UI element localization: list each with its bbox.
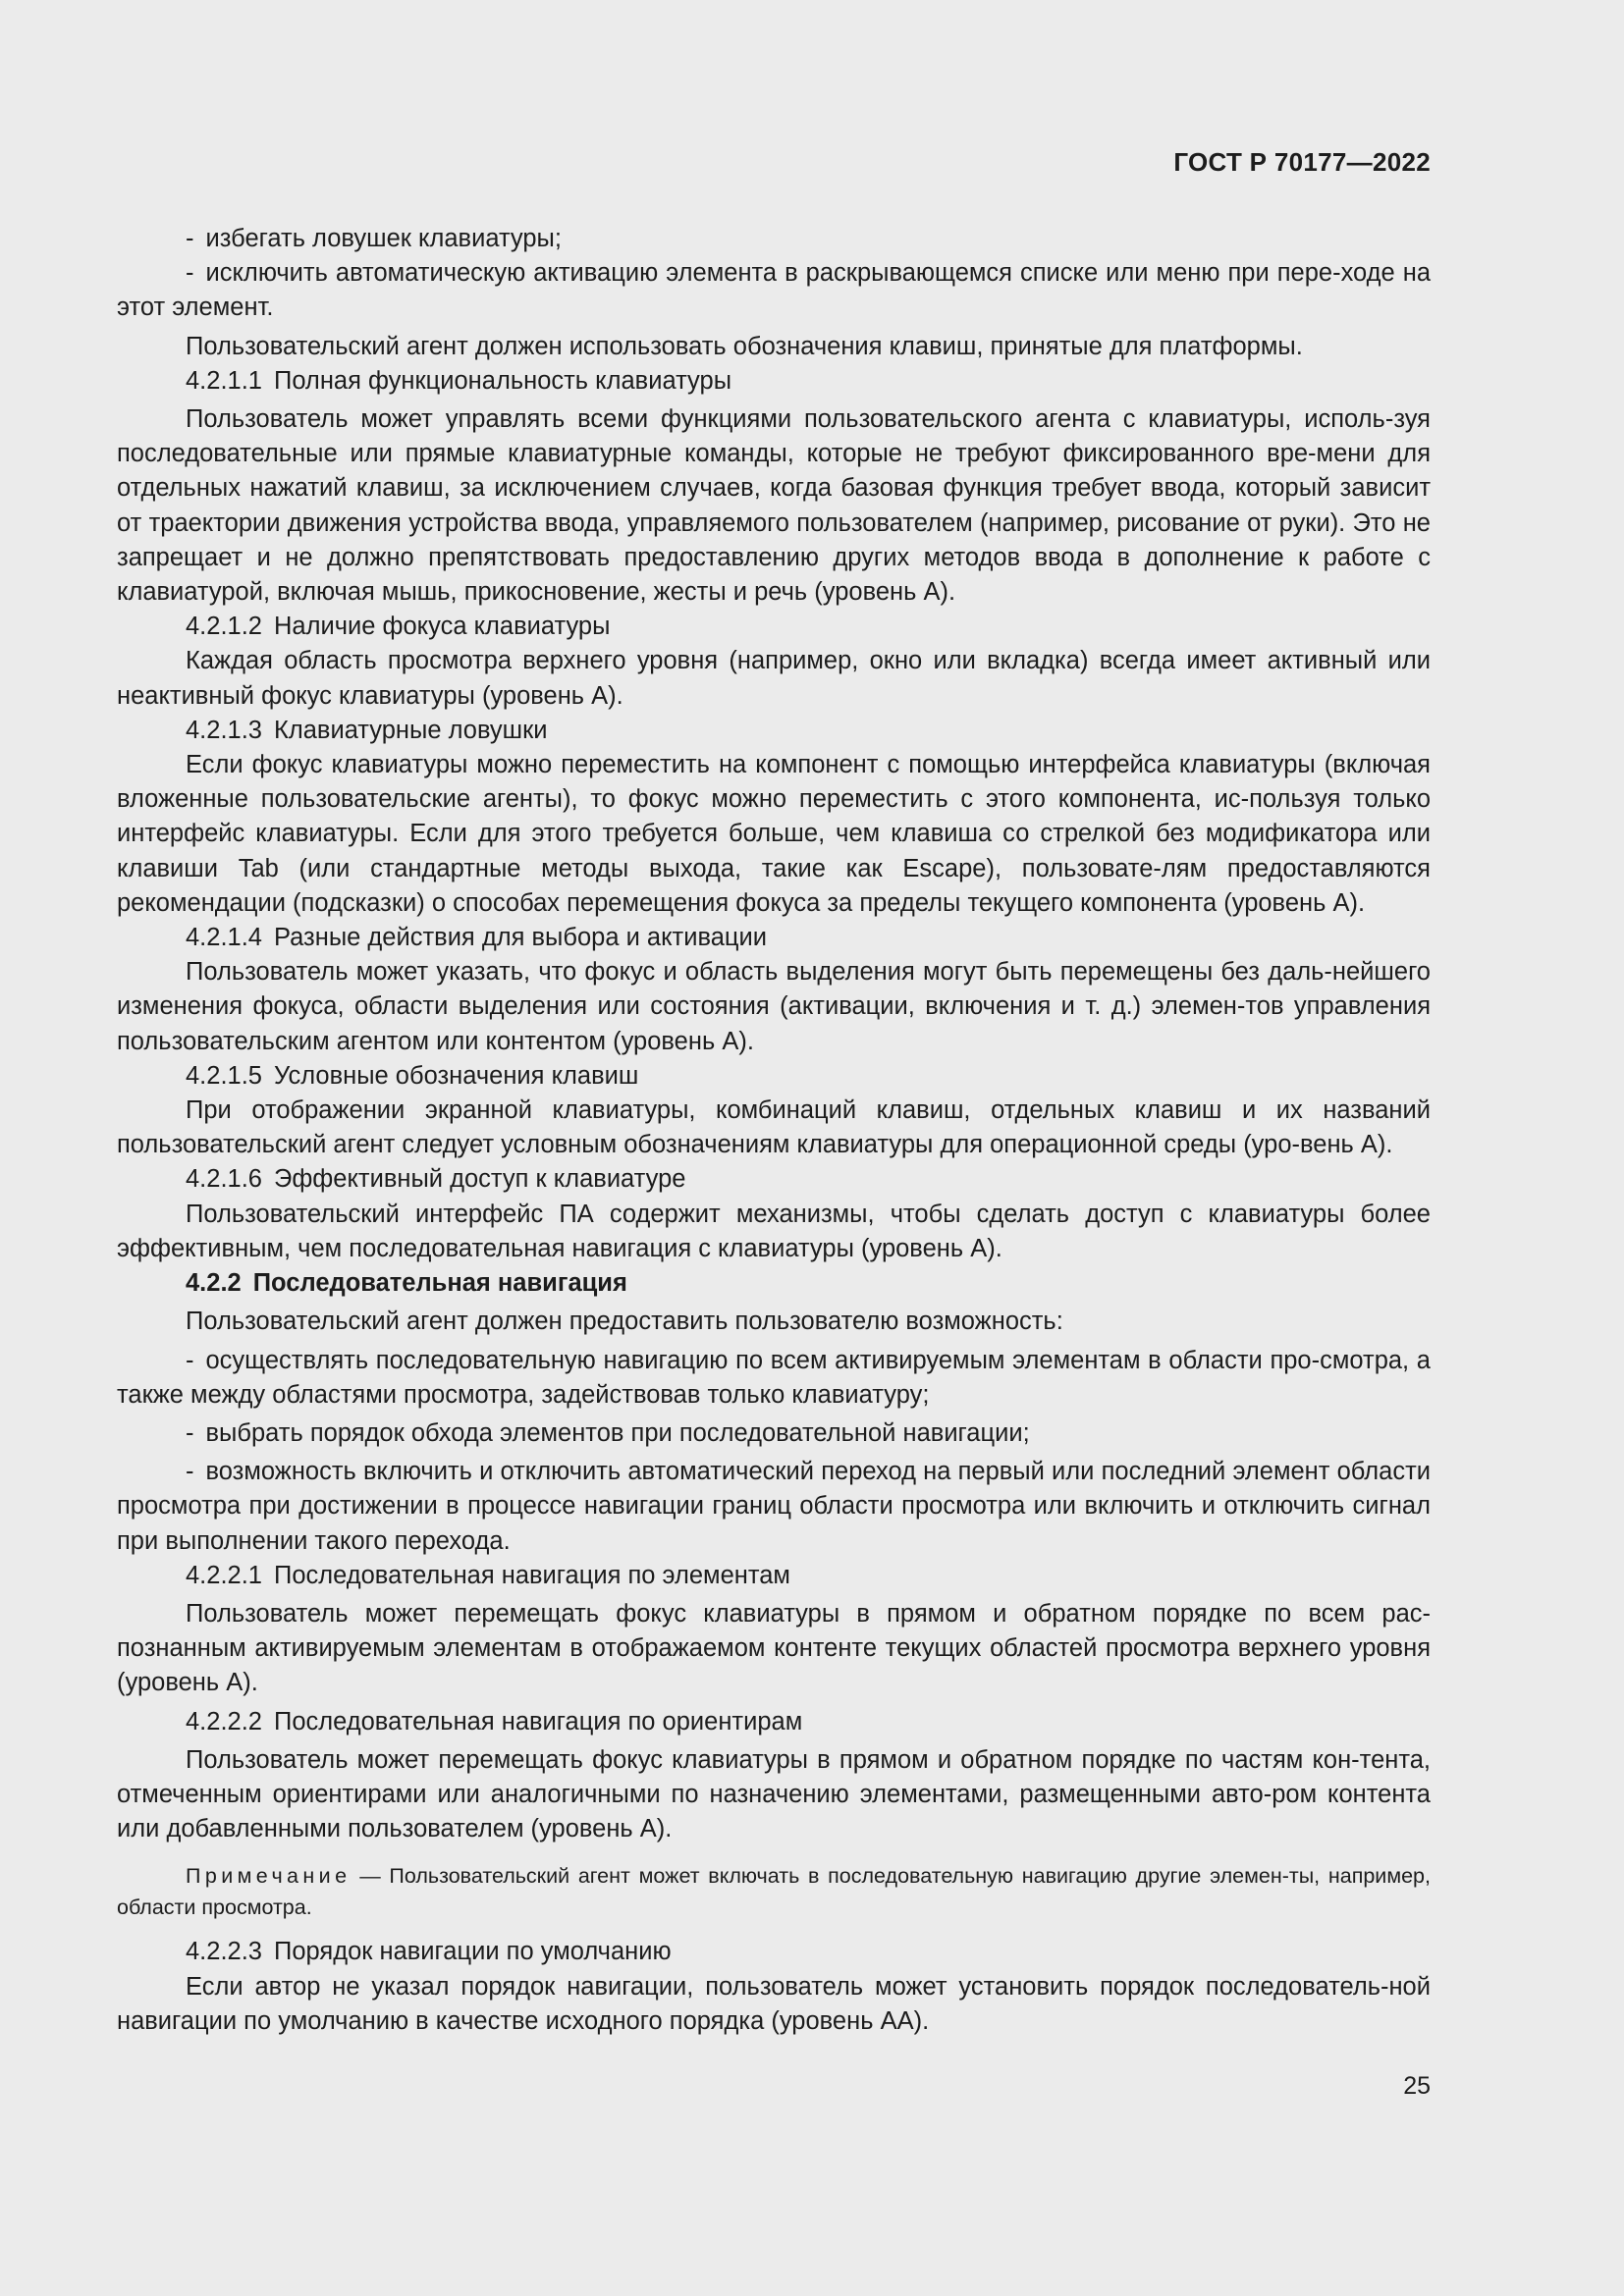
section-title: Полная функциональность клавиатуры	[273, 366, 732, 395]
section-title: Наличие фокуса клавиатуры	[273, 613, 611, 641]
list-dash: -	[186, 1458, 194, 1486]
page-number: 25	[1403, 2072, 1431, 2100]
list-item-text: исключить автоматическую активацию элемента в раскрывающемся списке или меню при пере-ходе на этот элемент.	[117, 259, 1431, 322]
section-number: 4.2.1.3	[186, 716, 262, 744]
section-heading	[117, 1266, 1431, 1301]
section-heading	[117, 1059, 1431, 1094]
paragraph: Если автор не указал порядок навигации, пользователь может установить порядок последователь-ной навигации по умолчанию в качестве исходного порядка (уровень АА).	[117, 1972, 1431, 2035]
list-item	[117, 256, 1431, 325]
list-item-text: осуществлять последовательную навигацию по всем активируемым элементам в области про-смотра, а также между областями просмотра, задействовав только клавиатуру;	[117, 1346, 1431, 1409]
note-label: Примечание	[186, 1864, 352, 1889]
section-number: 4.2.1.4	[186, 924, 262, 952]
list-dash: -	[186, 259, 194, 288]
list-item	[117, 222, 1431, 256]
paragraph: Пользователь может перемещать фокус клавиатуры в прямом и обратном порядке по всем рас-познанным активируемым элементам в отображаемом контенте текущих областей просмотра верхнего уровня (уровень А).	[117, 1599, 1431, 1697]
list-item	[117, 1344, 1431, 1413]
section-number: 4.2.2.2	[186, 1707, 262, 1735]
section-number: 4.2.1.2	[186, 613, 262, 641]
section-title: Эффективный доступ к клавиатуре	[273, 1165, 686, 1194]
list-dash: -	[186, 1418, 194, 1447]
section-heading	[117, 1559, 1431, 1593]
section-number: 4.2.2.1	[186, 1561, 262, 1589]
note	[117, 1860, 1431, 1923]
paragraph: Пользователь может управлять всеми функциями пользовательского агента с клавиатуры, исполь-зуя последовательные или прямые клавиатурные команды, которые не требуют фиксированного вре-мени для отдельных нажатий клавиш, за исключением случаев, когда базовая функция требует ввода, который зависит от траектории движения устройства ввода, управляемого пользователем (например, рисование от руки). Это не запрещает и не должно препятствовать предоставлению других методов ввода в дополнение к работе с клавиатурой, включая мышь, прикосновение, жесты и речь (уровень А).	[117, 405, 1431, 607]
list-dash: -	[186, 1346, 194, 1374]
paragraph: Пользователь может перемещать фокус клавиатуры в прямом и обратном порядке по частям кон-тента, отмеченным ориентирами или аналогичными по назначению элементами, размещенными авто-ром контента или добавленными пользователем (уровень А).	[117, 1745, 1431, 1843]
list-item-text: выбрать порядок обхода элементов при последовательной навигации;	[205, 1418, 1030, 1447]
section-number: 4.2.2.3	[186, 1938, 262, 1966]
section-title: Клавиатурные ловушки	[273, 716, 548, 744]
section-number: 4.2.1.6	[186, 1165, 262, 1194]
note-text: — Пользовательский агент может включать в последовательную навигацию другие элемен-ты, например, области просмотра.	[117, 1864, 1431, 1920]
section-title: Последовательная навигация по ориентирам	[273, 1707, 803, 1735]
list-item	[117, 1416, 1431, 1451]
document-header: ГОСТ Р 70177—2022	[1173, 147, 1431, 177]
section-title: Последовательная навигация по элементам	[273, 1561, 790, 1589]
section-heading	[117, 610, 1431, 644]
list-item	[117, 1455, 1431, 1559]
list-item-text: избегать ловушек клавиатуры;	[205, 225, 562, 252]
paragraph: Пользовательский интерфейс ПА содержит механизмы, чтобы сделать доступ с клавиатуры более эффективным, чем последовательная навигация с клавиатуры (уровень А).	[117, 1200, 1431, 1262]
document-body	[117, 222, 1431, 2039]
section-heading	[117, 1705, 1431, 1739]
section-title: Разные действия для выбора и активации	[273, 924, 768, 952]
list-item-text: возможность включить и отключить автоматический переход на первый или последний элемент области просмотра при достижении в процессе навигации границ области просмотра или включить и отключить сигнал при выполнении такого перехода.	[117, 1458, 1431, 1555]
paragraph: Пользовательский агент должен предоставить пользователю возможность:	[186, 1308, 1063, 1336]
section-number: 4.2.2	[186, 1269, 242, 1298]
section-title: Условные обозначения клавиш	[273, 1061, 639, 1090]
paragraph: Пользователь может указать, что фокус и область выделения могут быть перемещены без даль-нейшего изменения фокуса, области выделения или состояния (активации, включения и т. д.) элемен-тов управления пользовательским агентом или контентом (уровень А).	[117, 958, 1431, 1055]
section-heading	[117, 714, 1431, 748]
paragraph: Пользовательский агент должен использовать обозначения клавиш, принятые для платформы.	[186, 332, 1303, 360]
section-number: 4.2.1.5	[186, 1061, 262, 1090]
section-heading	[117, 1162, 1431, 1197]
section-title: Последовательная навигация	[252, 1269, 627, 1298]
section-number: 4.2.1.1	[186, 366, 262, 395]
paragraph: При отображении экранной клавиатуры, комбинаций клавиш, отдельных клавиш и их названий пользовательский агент следует условным обозначениям клавиатуры для операционной среды (уро-вень А).	[117, 1096, 1431, 1159]
paragraph: Каждая область просмотра верхнего уровня (например, окно или вкладка) всегда имеет активный или неактивный фокус клавиатуры (уровень А).	[117, 647, 1431, 710]
section-heading	[117, 921, 1431, 955]
section-heading	[117, 1935, 1431, 1969]
paragraph: Если фокус клавиатуры можно переместить на компонент с помощью интерфейса клавиатуры (включая вложенные пользовательские агенты), то фокус можно переместить с этого компонента, ис-пользуя только интерфейс клавиатуры. Если для этого требуется больше, чем клавиша со стрелкой без модификатора или клавиши Tab (или стандартные методы выхода, такие как Escape), пользовате-лям предоставляются рекомендации (подсказки) о способах перемещения фокуса за пределы текущего компонента (уровень А).	[117, 751, 1431, 917]
list-dash: -	[186, 225, 194, 252]
section-title: Порядок навигации по умолчанию	[273, 1938, 672, 1966]
section-heading	[117, 364, 1431, 399]
